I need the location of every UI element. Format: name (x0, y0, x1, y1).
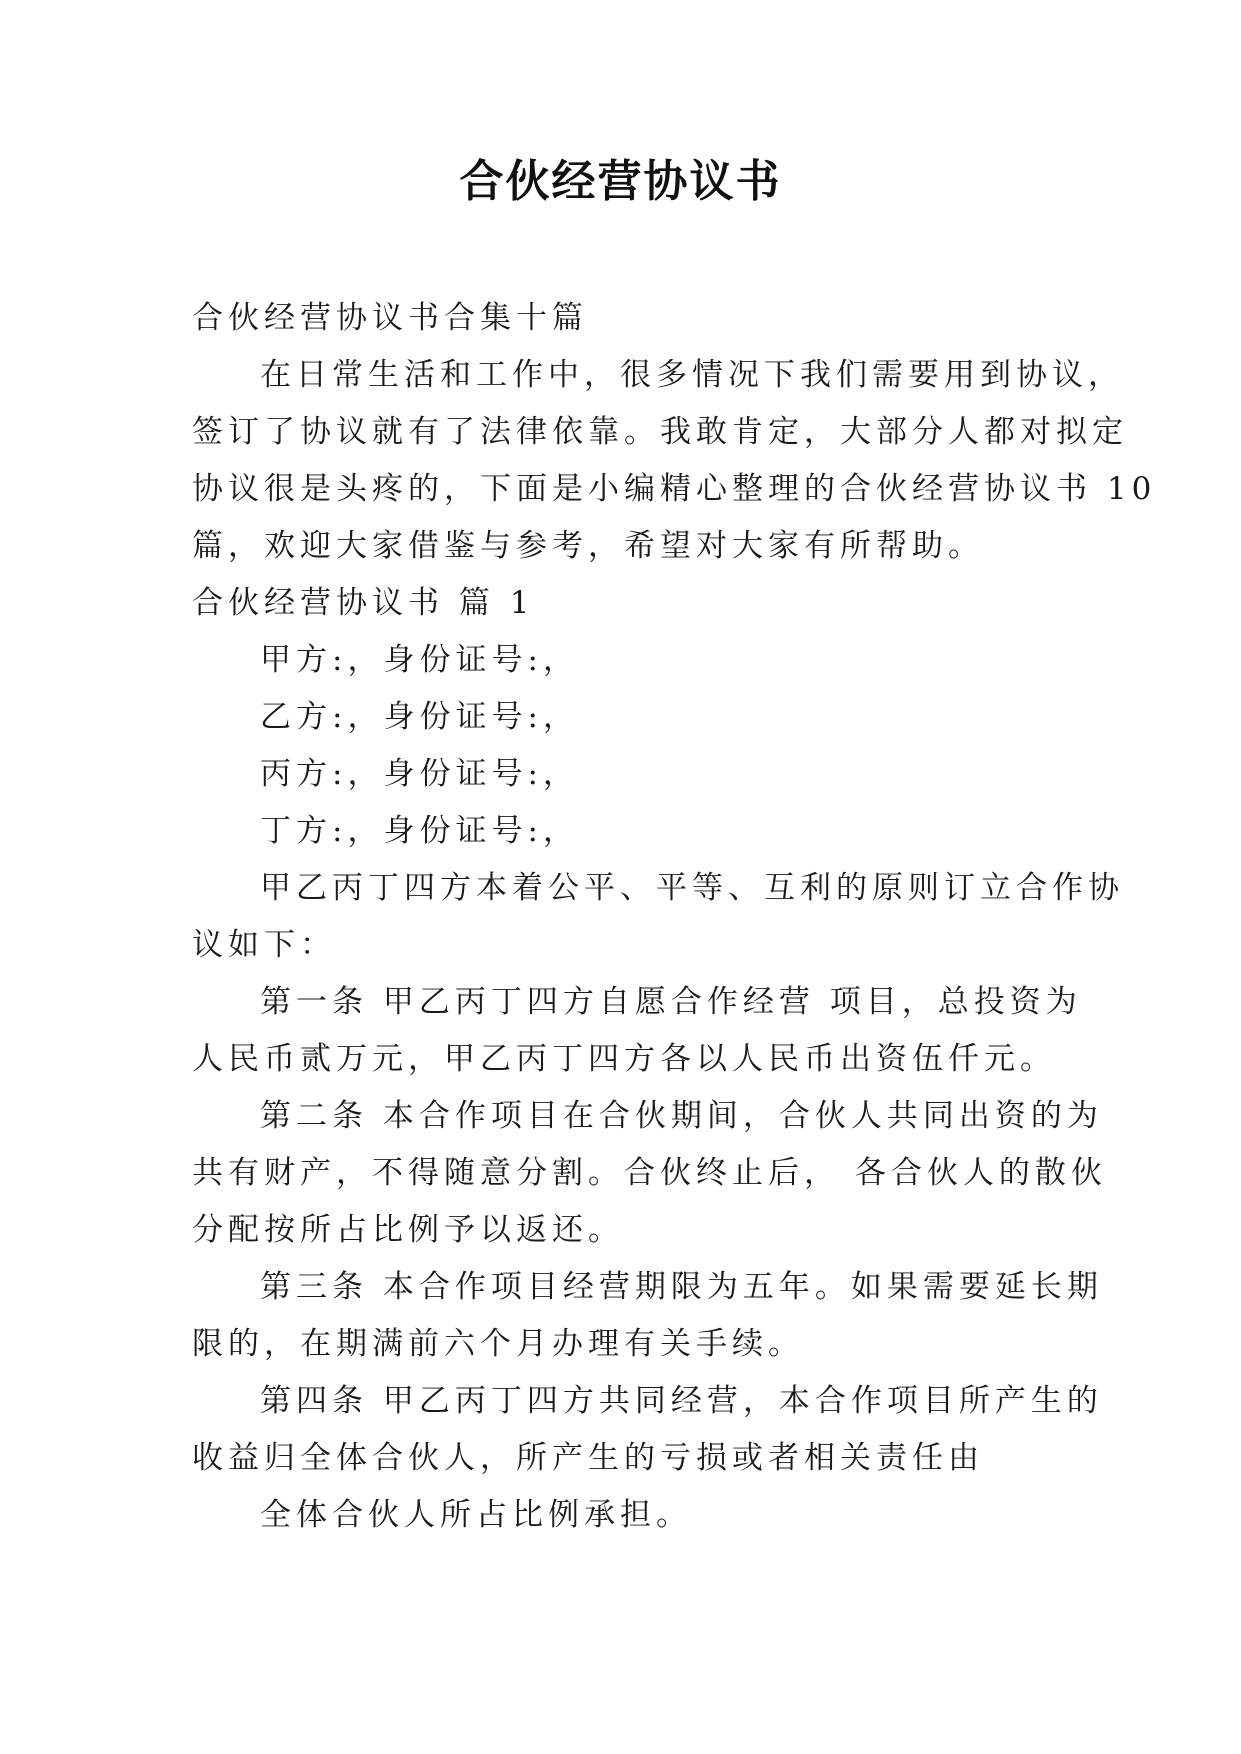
text-line: 第一条 甲乙丙丁四方自愿合作经营 项目，总投资为 (260, 984, 1082, 1020)
text-line: 人民币贰万元，甲乙丙丁四方各以人民币出资伍仟元。 (192, 1041, 1056, 1077)
text-line: 第三条 本合作项目经营期限为五年。如果需要延长期 (260, 1269, 1103, 1305)
text-line: 甲乙丙丁四方本着公平、平等、互利的原则订立合作协 (260, 870, 1124, 906)
text-line: 限的，在期满前六个月办理有关手续。 (192, 1326, 804, 1362)
document-body (192, 290, 1157, 1544)
text-line: 全体合伙人所占比例承担。 (260, 1497, 692, 1533)
text-line: 甲方:，身份证号:， (260, 642, 579, 678)
text-line: 合伙经营协议书 篇 1 (192, 585, 535, 621)
text-line: 分配按所占比例予以返还。 (192, 1212, 624, 1248)
text-line: 合伙经营协议书合集十篇 (192, 300, 588, 336)
text-line: 共有财产，不得随意分割。合伙终止后， 各合伙人的散伙 (192, 1155, 1107, 1191)
text-line: 议如下： (192, 927, 336, 963)
document-title: 合伙经营协议书 (459, 156, 782, 207)
text-line: 第四条 甲乙丙丁四方共同经营，本合作项目所产生的 (260, 1383, 1103, 1419)
text-line: 丁方:，身份证号:， (260, 813, 579, 849)
text-line: 乙方:，身份证号:， (260, 699, 579, 735)
text-line: 收益归全体合伙人，所产生的亏损或者相关责任由 (192, 1440, 984, 1476)
text-line: 协议很是头疼的，下面是小编精心整理的合伙经营协议书 10 (192, 471, 1157, 507)
text-line: 在日常生活和工作中，很多情况下我们需要用到协议， (260, 357, 1124, 393)
text-line: 签订了协议就有了法律依靠。我敢肯定，大部分人都对拟定 (192, 414, 1128, 450)
text-line: 篇，欢迎大家借鉴与参考，希望对大家有所帮助。 (192, 528, 984, 564)
text-line: 第二条 本合作项目在合伙期间，合伙人共同出资的为 (260, 1098, 1103, 1134)
text-line: 丙方:，身份证号:， (260, 756, 579, 792)
